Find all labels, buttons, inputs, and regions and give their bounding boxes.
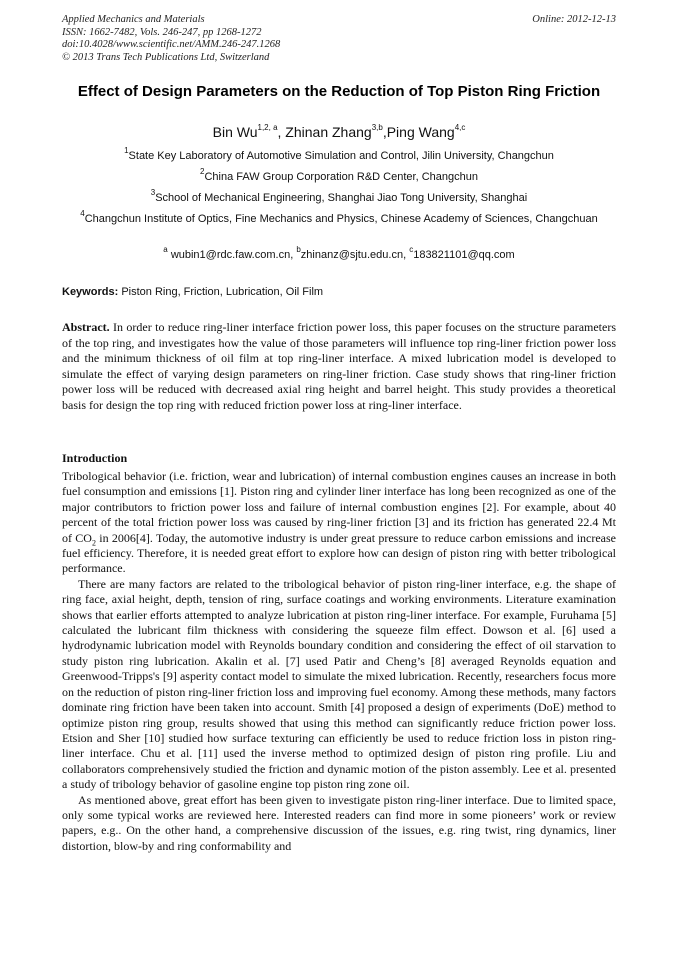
doi-line: doi:10.4028/www.scientific.net/AMM.246-247.1268 [62, 39, 281, 50]
paragraph [62, 469, 616, 577]
journal-header [62, 14, 482, 64]
co2-subscript: 2 [91, 538, 96, 548]
issn-line: ISSN: 1662-7482, Vols. 246-247, pp 1268-1272 [62, 26, 262, 38]
author-sup: 4,c [454, 123, 466, 133]
email-sup: a [163, 245, 168, 255]
affiliation [62, 188, 616, 206]
keywords [62, 285, 616, 299]
body-text [62, 469, 616, 854]
copyright-line: © 2013 Trans Tech Publications Ltd, Switzerland [62, 51, 270, 63]
affiliation-sup: 2 [200, 167, 205, 177]
author-emails: $^a$ wubin1@rdc.faw.com.cn, $^b$zhinanz@sjtu.edu.cn, $^c$183821101@qq.com [163, 245, 515, 261]
keywords-text: Piston Ring, Friction, Lubrication, Oil Film [121, 286, 324, 298]
affiliation-text: Changchun Institute of Optics, Fine Mechanics and Physics, Chinese Academy of Sciences, Changchuan [84, 213, 598, 225]
abstract [62, 320, 616, 414]
affiliation [62, 167, 616, 185]
affiliation-text: China FAW Group Corporation R&D Center, Changchun [204, 171, 478, 183]
affiliation-sup: 1 [124, 146, 129, 156]
affiliation [62, 146, 616, 164]
author-name: Bin Wu [212, 124, 258, 140]
affiliation-sup: 3 [150, 188, 156, 198]
affiliation [62, 209, 616, 227]
email-sup: c [409, 245, 414, 255]
abstract-text: In order to reduce ring-liner interface friction power loss, this paper focuses on the structure parameters of the top ring, and investigates how the value of those parameters will influence top ring-liner friction power loss and the minimum thickness of oil film at top ring-liner interface. A mixed lubrication model is developed to simulate the effect of varying design parameters on ring-liner friction. Case study shows that ring-liner friction power loss will be reduced with decreased axial ring height and barrel height. This study provides a theoretical basis for design the top ring with reduced friction power loss at ring-liner interface. [62, 320, 617, 412]
paper-title: Effect of Design Parameters on the Reduction of Top Piston Ring Friction [77, 83, 601, 100]
journal-name: Applied Mechanics and Materials [62, 14, 205, 25]
keywords-label: Keywords: [62, 286, 119, 298]
paragraph-text: in 2006[4]. Today, the automotive industry is under great pressure to reduce carbon emissions and increase fuel efficiency. Therefore, it is needed great effort to explore how can design of piston ring with better tribological performance. [62, 530, 616, 576]
affiliation-text: School of Mechanical Engineering, Shanghai Jiao Tong University, Shanghai [155, 192, 528, 204]
paragraph: There are many factors are related to the tribological behavior of piston ring-liner interface, e.g. the shape of ring face, axial height, depth, tension of ring, surface coatings and working environments. Literature examination shows that earlier efforts attempted to analyze lubrication at piston ring-liner interface. For example, Furuhama [5] calculated the lubricant film thickness with considering the squeeze film effect. Dowson et al. [6] used a hydrodynamic lubrication model with Reynolds boundary condition and considering the effect of oil starvation to study piston ring lubrication. Akalin et al. [7] used Patir and Cheng’s [8] averaged Reynolds equation and Greenwood-Tripps's [9] asperity contact model to simulate the mixed lubrication. Recently, researchers focus more on the reduction of piston ring-liner friction loss and improving fuel economy. Among these methods, many factors dominate ring friction have been taken into account. Smith [4] proposed a design of experiments (DoE) method to optimize piston ring group, results showed that using this method can significantly reduce friction power loss. Etsion and Sher [10] studied how surface texturing can efficiently be used to reduce friction loss in piston ring-liner interface. Chu et al. [11] used the inverse method to optimized design of piston ring profile. Liu and collaborators comprehensively studied the friction and dynamic motion of the piston assembly. Lee et al. presented a study of tribology behavior of gasoline engine top piston ring zone oil. [62, 576, 616, 792]
email-sup: b [296, 245, 301, 255]
paragraph: As mentioned above, great effort has been given to investigate piston ring-liner interface. Due to limited space, only some typical works are reviewed here. Interested readers can find more in some pioneers’ work or review papers, e.g.. On the other hand, a comprehensive discussion of the issues, e.g. ring twist, ring dynamics, liner distortion, blow-by and ring conformability and [62, 792, 616, 853]
email-link[interactable]: wubin1@rdc.faw.com.cn [170, 249, 291, 261]
abstract-label: Abstract. [62, 320, 110, 334]
affiliation-sup: 4 [80, 209, 85, 219]
author-sup: 3,b [371, 123, 383, 133]
online-date: Online: 2012-12-13 [532, 14, 616, 25]
author-name: Ping Wang [386, 124, 455, 140]
author-sup: 1,2, a [257, 123, 278, 133]
email-link[interactable]: 183821101@qq.com [413, 249, 515, 261]
paragraph-text: Tribological behavior (i.e. friction, wear and lubrication) of internal combustion engines causes an increase in both fuel consumption and emissions [1]. Piston ring and cylinder liner interface has long been recognized as one of the major contributors to friction power loss and failure of internal combustion engines [2]. For example, about 40 percent of the total friction power loss was caused by ring-liner friction [3] and its friction has generated 22.4 Mt of CO [62, 469, 616, 545]
author-name: Zhinan Zhang [285, 124, 372, 140]
author-list: Bin Wu$^{1,2, a}$, Zhinan Zhang$^{3,b}$,Ping Wang$^{4,c}$ [212, 123, 466, 140]
email-link[interactable]: zhinanz@sjtu.edu.cn [300, 249, 404, 261]
affiliation-text: State Key Laboratory of Automotive Simulation and Control, Jilin University, Changchun [128, 150, 554, 162]
section-heading: Introduction [62, 451, 128, 465]
